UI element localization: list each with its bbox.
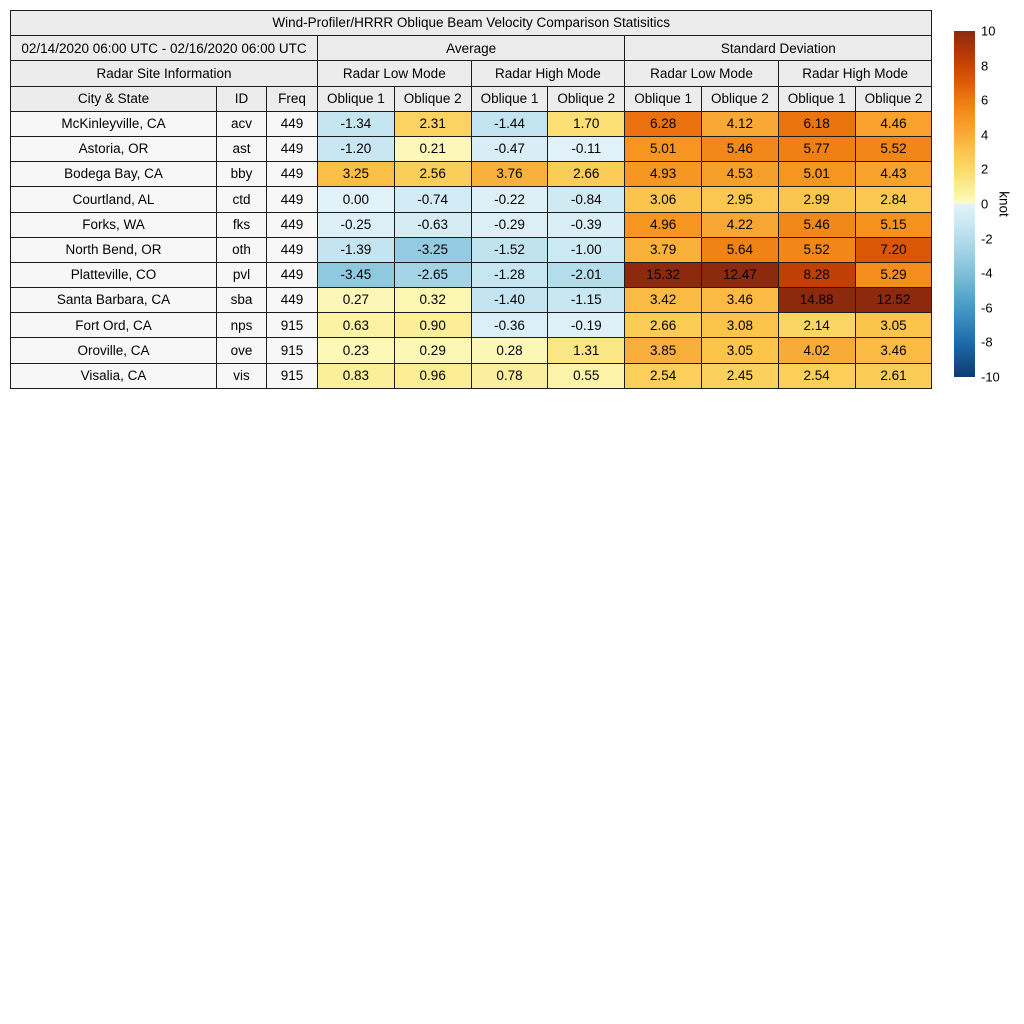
city-cell: Bodega Bay, CA [11, 162, 217, 187]
freq-cell: 915 [267, 363, 318, 388]
value-cell: 2.54 [778, 363, 855, 388]
value-cell: -0.19 [548, 313, 625, 338]
table-row [11, 338, 932, 363]
value-cell: -1.15 [548, 288, 625, 313]
freq-cell: 449 [267, 136, 318, 161]
value-cell: 0.21 [394, 136, 471, 161]
id-cell: sba [217, 288, 267, 313]
value-cell: 5.29 [855, 262, 932, 287]
value-cell: 4.02 [778, 338, 855, 363]
value-cell: 0.00 [318, 187, 395, 212]
group-std-deviation: Standard Deviation [625, 36, 932, 61]
col-std-low-oblique1: Oblique 1 [625, 86, 702, 111]
value-cell: -1.44 [471, 111, 548, 136]
value-cell: -2.01 [548, 262, 625, 287]
colorbar-tick-label: -6 [981, 300, 993, 316]
value-cell: -0.25 [318, 212, 395, 237]
value-cell: -0.22 [471, 187, 548, 212]
value-cell: 0.27 [318, 288, 395, 313]
value-cell: 2.56 [394, 162, 471, 187]
value-cell: -1.40 [471, 288, 548, 313]
value-cell: -1.34 [318, 111, 395, 136]
value-cell: 4.12 [701, 111, 778, 136]
value-cell: 0.29 [394, 338, 471, 363]
city-cell: Astoria, OR [11, 136, 217, 161]
value-cell: 3.42 [625, 288, 702, 313]
value-cell: -1.39 [318, 237, 395, 262]
freq-cell: 449 [267, 162, 318, 187]
value-cell: 2.95 [701, 187, 778, 212]
value-cell: 0.90 [394, 313, 471, 338]
value-cell: -2.65 [394, 262, 471, 287]
table-row [11, 212, 932, 237]
freq-cell: 449 [267, 262, 318, 287]
value-cell: 6.28 [625, 111, 702, 136]
table-row [11, 262, 932, 287]
value-cell: -1.20 [318, 136, 395, 161]
city-cell: Santa Barbara, CA [11, 288, 217, 313]
value-cell: 3.85 [625, 338, 702, 363]
id-cell: ast [217, 136, 267, 161]
value-cell: -0.36 [471, 313, 548, 338]
value-cell: 3.05 [701, 338, 778, 363]
freq-cell: 449 [267, 288, 318, 313]
city-cell: Forks, WA [11, 212, 217, 237]
table-row [11, 187, 932, 212]
column-header-row [11, 86, 932, 111]
value-cell: -1.00 [548, 237, 625, 262]
value-cell: 0.96 [394, 363, 471, 388]
value-cell: 4.22 [701, 212, 778, 237]
city-cell: Oroville, CA [11, 338, 217, 363]
value-cell: 5.77 [778, 136, 855, 161]
value-cell: 2.54 [625, 363, 702, 388]
colorbar-tick-label: 10 [981, 23, 996, 39]
value-cell: -3.25 [394, 237, 471, 262]
table-row [11, 313, 932, 338]
value-cell: 5.01 [778, 162, 855, 187]
table-title: Wind-Profiler/HRRR Oblique Beam Velocity Comparison Statisitics [11, 11, 932, 36]
value-cell: 3.06 [625, 187, 702, 212]
value-cell: 4.46 [855, 111, 932, 136]
col-std-low-oblique2: Oblique 2 [701, 86, 778, 111]
value-cell: 5.52 [855, 136, 932, 161]
value-cell: 0.83 [318, 363, 395, 388]
date-range: 02/14/2020 06:00 UTC - 02/16/2020 06:00 UTC [11, 36, 318, 61]
table-row [11, 136, 932, 161]
value-cell: 3.25 [318, 162, 395, 187]
id-cell: acv [217, 111, 267, 136]
value-cell: 0.23 [318, 338, 395, 363]
col-avg-high-oblique2: Oblique 2 [548, 86, 625, 111]
value-cell: -0.84 [548, 187, 625, 212]
freq-cell: 915 [267, 338, 318, 363]
col-id: ID [217, 86, 267, 111]
col-avg-low-oblique2: Oblique 2 [394, 86, 471, 111]
table-row [11, 288, 932, 313]
value-cell: 0.28 [471, 338, 548, 363]
colorbar-tick-label: 8 [981, 58, 989, 74]
table-row [11, 162, 932, 187]
city-cell: Courtland, AL [11, 187, 217, 212]
colorbar-tick-label: 0 [981, 196, 989, 212]
value-cell: 2.99 [778, 187, 855, 212]
group-std-high-mode: Radar High Mode [778, 61, 932, 86]
city-cell: McKinleyville, CA [11, 111, 217, 136]
value-cell: 5.64 [701, 237, 778, 262]
value-cell: -1.28 [471, 262, 548, 287]
value-cell: 5.52 [778, 237, 855, 262]
value-cell: 12.52 [855, 288, 932, 313]
value-cell: 4.96 [625, 212, 702, 237]
group-average: Average [318, 36, 625, 61]
value-cell: -0.74 [394, 187, 471, 212]
value-cell: 5.46 [778, 212, 855, 237]
freq-cell: 915 [267, 313, 318, 338]
col-freq: Freq [267, 86, 318, 111]
freq-cell: 449 [267, 111, 318, 136]
value-cell: 3.08 [701, 313, 778, 338]
value-cell: -0.11 [548, 136, 625, 161]
id-cell: oth [217, 237, 267, 262]
colorbar-unit-label: knot [996, 191, 1012, 217]
value-cell: 3.05 [855, 313, 932, 338]
id-cell: ove [217, 338, 267, 363]
id-cell: ctd [217, 187, 267, 212]
value-cell: 8.28 [778, 262, 855, 287]
value-cell: 6.18 [778, 111, 855, 136]
colorbar-tick-label: 4 [981, 127, 989, 143]
group-std-low-mode: Radar Low Mode [625, 61, 779, 86]
value-cell: 15.32 [625, 262, 702, 287]
value-cell: 3.76 [471, 162, 548, 187]
colorbar-gradient [954, 31, 975, 377]
value-cell: 0.32 [394, 288, 471, 313]
table-row [11, 111, 932, 136]
col-std-high-oblique1: Oblique 1 [778, 86, 855, 111]
value-cell: -3.45 [318, 262, 395, 287]
group-row-2 [11, 61, 932, 86]
city-cell: Platteville, CO [11, 262, 217, 287]
value-cell: 1.31 [548, 338, 625, 363]
freq-cell: 449 [267, 237, 318, 262]
group-avg-high-mode: Radar High Mode [471, 61, 625, 86]
value-cell: 3.46 [855, 338, 932, 363]
id-cell: nps [217, 313, 267, 338]
value-cell: 2.61 [855, 363, 932, 388]
title-row [11, 11, 932, 36]
value-cell: 0.63 [318, 313, 395, 338]
value-cell: 1.70 [548, 111, 625, 136]
city-cell: Visalia, CA [11, 363, 217, 388]
id-cell: vis [217, 363, 267, 388]
value-cell: 2.84 [855, 187, 932, 212]
value-cell: 5.01 [625, 136, 702, 161]
value-cell: -1.52 [471, 237, 548, 262]
value-cell: 4.93 [625, 162, 702, 187]
value-cell: 2.31 [394, 111, 471, 136]
id-cell: bby [217, 162, 267, 187]
colorbar-tick-label: -8 [981, 334, 993, 350]
value-cell: 0.78 [471, 363, 548, 388]
value-cell: -0.47 [471, 136, 548, 161]
id-cell: fks [217, 212, 267, 237]
table-row [11, 363, 932, 388]
value-cell: 2.66 [548, 162, 625, 187]
value-cell: 12.47 [701, 262, 778, 287]
value-cell: 2.45 [701, 363, 778, 388]
col-std-high-oblique2: Oblique 2 [855, 86, 932, 111]
group-site-info: Radar Site Information [11, 61, 318, 86]
value-cell: -0.39 [548, 212, 625, 237]
group-avg-low-mode: Radar Low Mode [318, 61, 472, 86]
value-cell: 4.53 [701, 162, 778, 187]
value-cell: 5.46 [701, 136, 778, 161]
freq-cell: 449 [267, 212, 318, 237]
value-cell: 0.55 [548, 363, 625, 388]
value-cell: 3.46 [701, 288, 778, 313]
value-cell: 2.14 [778, 313, 855, 338]
city-cell: North Bend, OR [11, 237, 217, 262]
city-cell: Fort Ord, CA [11, 313, 217, 338]
col-avg-high-oblique1: Oblique 1 [471, 86, 548, 111]
id-cell: pvl [217, 262, 267, 287]
colorbar-tick-label: -2 [981, 231, 993, 247]
value-cell: -0.63 [394, 212, 471, 237]
colorbar-tick-label: -4 [981, 265, 993, 281]
colorbar-tick-label: 6 [981, 92, 989, 108]
value-cell: 4.43 [855, 162, 932, 187]
col-city-state: City & State [11, 86, 217, 111]
col-avg-low-oblique1: Oblique 1 [318, 86, 395, 111]
group-row-1 [11, 36, 932, 61]
value-cell: 14.88 [778, 288, 855, 313]
table-row [11, 237, 932, 262]
freq-cell: 449 [267, 187, 318, 212]
colorbar-tick-label: 2 [981, 161, 989, 177]
value-cell: 7.20 [855, 237, 932, 262]
colorbar-tick-label: -10 [981, 369, 1000, 385]
value-cell: -0.29 [471, 212, 548, 237]
value-cell: 5.15 [855, 212, 932, 237]
value-cell: 2.66 [625, 313, 702, 338]
value-cell: 3.79 [625, 237, 702, 262]
stats-table [10, 10, 932, 389]
